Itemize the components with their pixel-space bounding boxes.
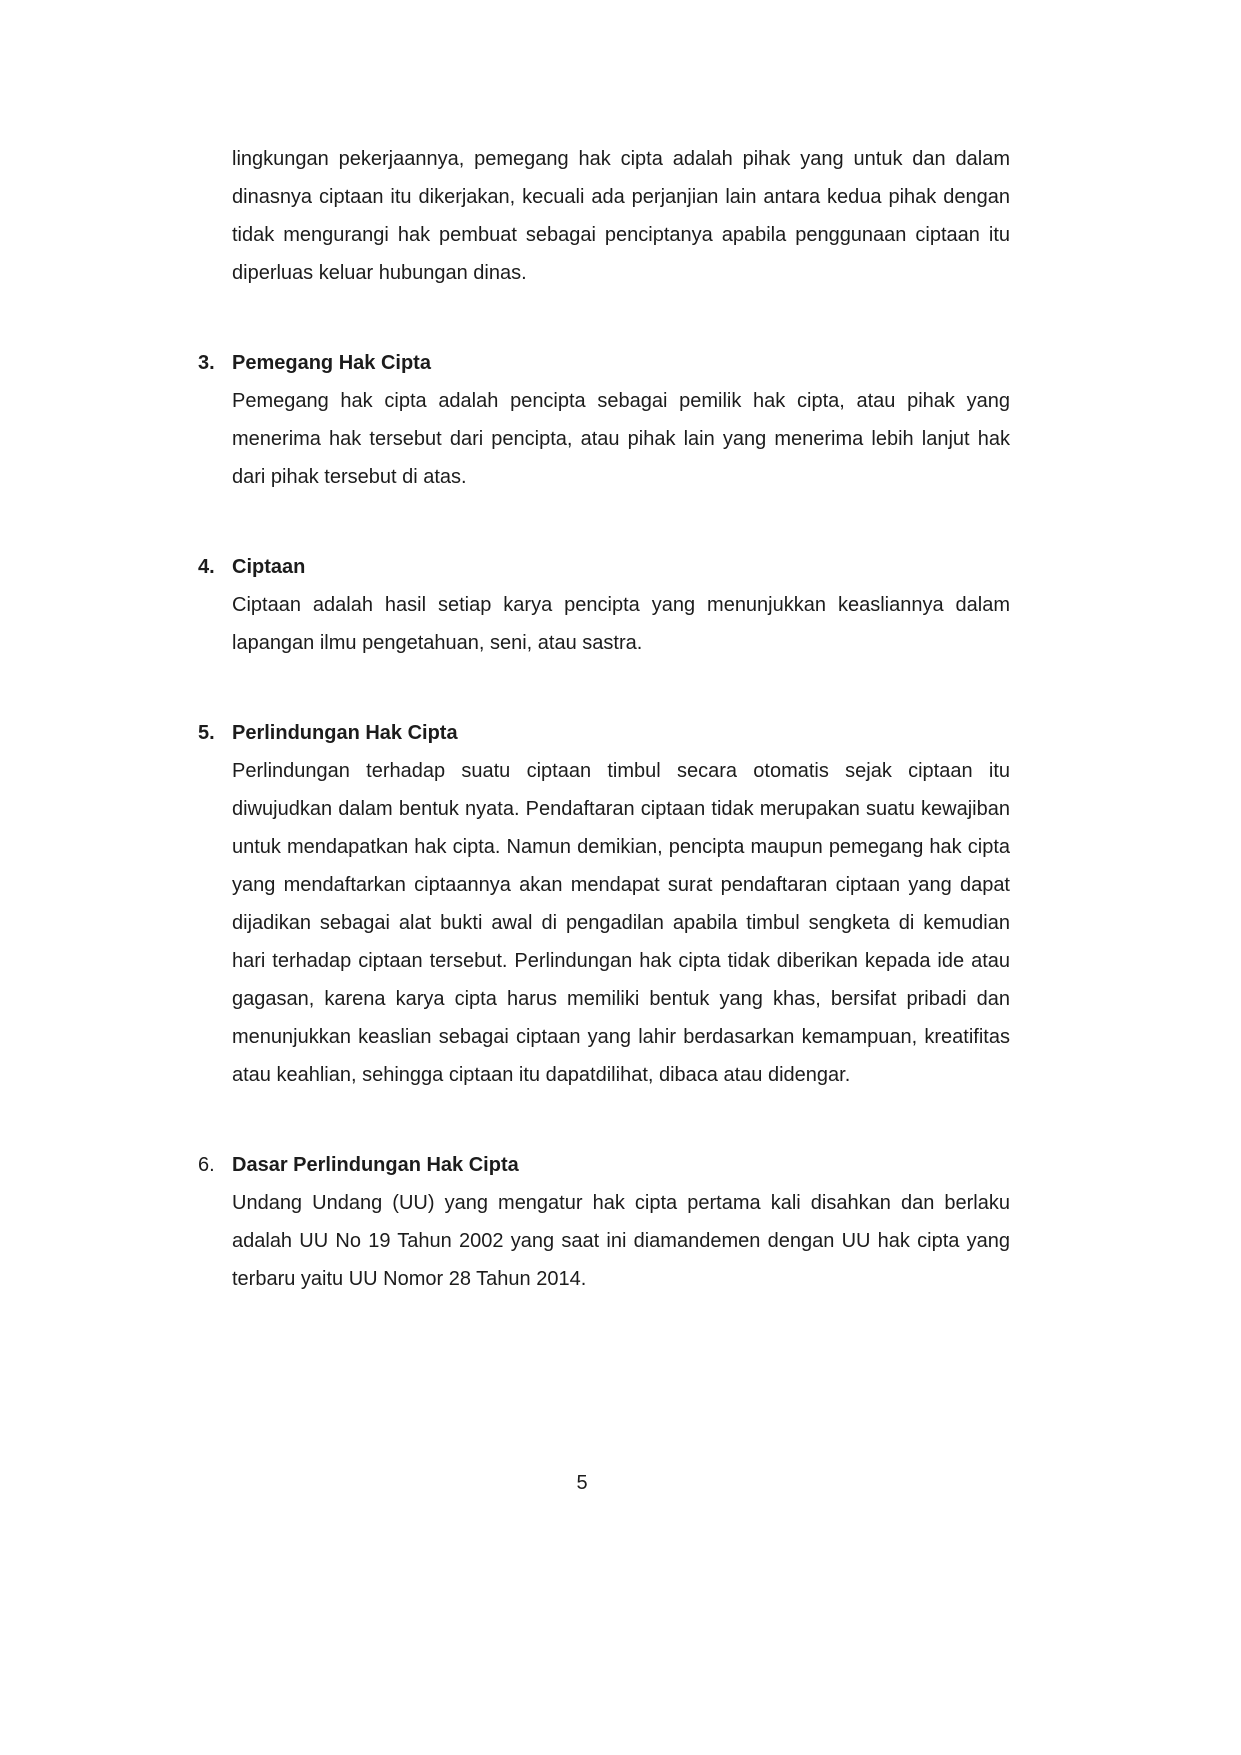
section-title: Ciptaan <box>232 556 306 578</box>
section-3 <box>198 344 1010 496</box>
section-title: Perlindungan Hak Cipta <box>232 722 458 744</box>
section-body: Perlindungan terhadap suatu ciptaan timbul secara otomatis sejak ciptaan itu diwujudkan dalam bentuk nyata. Pendaftaran ciptaan tidak merupakan suatu kewajiban untuk mendapatkan hak cipta. Namun demikian, pencipta maupun pemegang hak cipta yang mendaftarkan ciptaannya akan mendapat surat pendaftaran ciptaan yang dapat dijadikan sebagai alat bukti awal di pengadilan apabila timbul sengketa di kemudian hari terhadap ciptaan tersebut. Perlindungan hak cipta tidak diberikan kepada ide atau gagasan, karena karya cipta harus memiliki bentuk yang khas, bersifat pribadi dan menunjukkan keaslian sebagai ciptaan yang lahir berdasarkan kemampuan, kreatifitas atau keahlian, sehingga ciptaan itu dapatdilihat, dibaca atau didengar. <box>232 760 1010 1086</box>
page-content <box>198 140 1010 1298</box>
section-title: Pemegang Hak Cipta <box>232 352 431 374</box>
section-body: Ciptaan adalah hasil setiap karya pencipta yang menunjukkan keasliannya dalam lapangan ilmu pengetahuan, seni, atau sastra. <box>232 594 1010 654</box>
section-4 <box>198 548 1010 662</box>
section-5 <box>198 714 1010 1094</box>
section-6 <box>198 1146 1010 1298</box>
section-title: Dasar Perlindungan Hak Cipta <box>232 1154 519 1176</box>
intro-paragraph: lingkungan pekerjaannya, pemegang hak cipta adalah pihak yang untuk dan dalam dinasnya ciptaan itu dikerjakan, kecuali ada perjanjian lain antara kedua pihak dengan tidak mengurangi hak pembuat sebagai penciptanya apabila penggunaan ciptaan itu diperluas keluar hubungan dinas. <box>232 148 1010 284</box>
section-number: 5. <box>198 722 215 744</box>
section-number: 6. <box>198 1154 215 1176</box>
section-number: 4. <box>198 556 215 578</box>
page-number: 5 <box>576 1472 588 1494</box>
section-body: Undang Undang (UU) yang mengatur hak cipta pertama kali disahkan dan berlaku adalah UU No 19 Tahun 2002 yang saat ini diamandemen dengan UU hak cipta yang terbaru yaitu UU Nomor 28 Tahun 2014. <box>232 1192 1010 1290</box>
section-body: Pemegang hak cipta adalah pencipta sebagai pemilik hak cipta, atau pihak yang menerima hak tersebut dari pencipta, atau pihak lain yang menerima lebih lanjut hak dari pihak tersebut di atas. <box>232 390 1010 488</box>
section-number: 3. <box>198 352 215 374</box>
